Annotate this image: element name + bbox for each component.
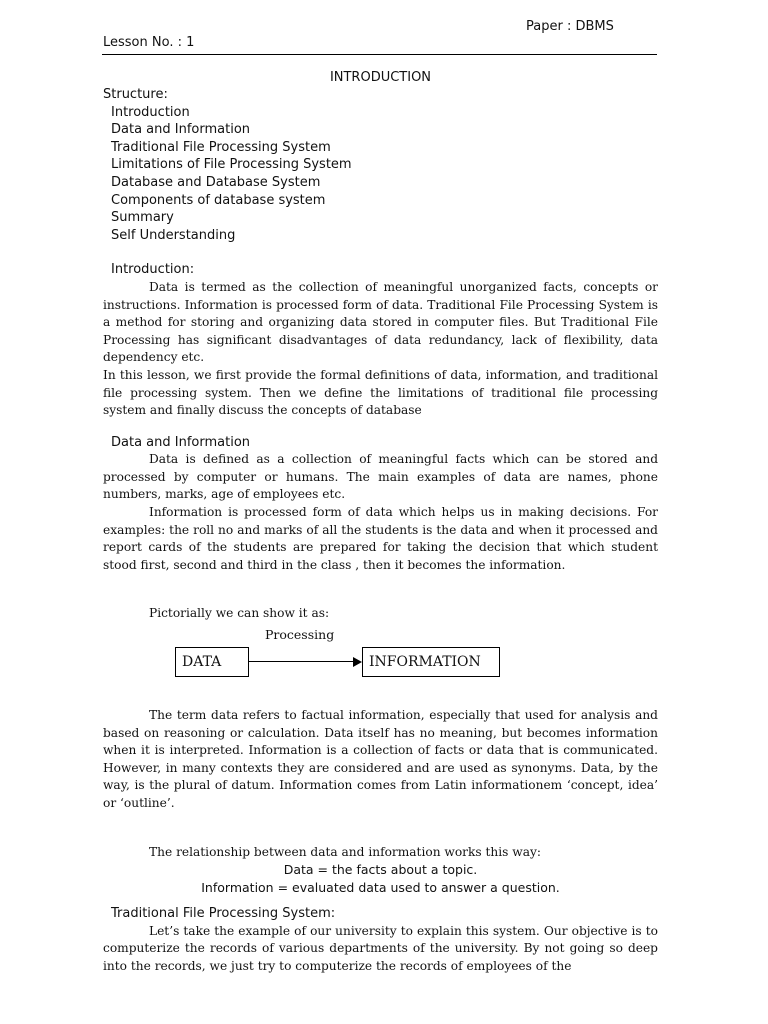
structure-list bbox=[103, 104, 658, 245]
header-divider bbox=[102, 54, 657, 55]
lesson-number: Lesson No. : 1 bbox=[103, 35, 195, 50]
structure-item: Limitations of File Processing System bbox=[111, 157, 352, 173]
data-equation: Data = the facts about a topic. bbox=[283, 862, 478, 878]
arrow-head-icon bbox=[353, 657, 362, 667]
structure-item: Database and Database System bbox=[111, 174, 321, 190]
processing-label: Processing bbox=[265, 627, 335, 643]
paper-label: Paper : DBMS bbox=[526, 19, 614, 34]
pictorial-caption: Pictorially we can show it as: bbox=[149, 606, 330, 621]
processing-arrow bbox=[249, 661, 355, 662]
tfps-paragraph: Let’s take the example of our university to explain this system. Our objective is to computerize the records of various departments of the university. By not going so deep into the records, we just try to computerize the records of employees of the bbox=[103, 923, 658, 973]
page-title: INTRODUCTION bbox=[329, 70, 432, 85]
data-definition-paragraph: Data is defined as a collection of meaningful facts which can be stored and processed by computer or humans. The main examples of data are names, phone numbers, marks, age of employees etc. bbox=[103, 452, 658, 502]
structure-heading: Structure: bbox=[103, 87, 168, 102]
information-equation: Information = evaluated data used to answer a question. bbox=[201, 880, 560, 896]
structure-item: Self Understanding bbox=[111, 227, 236, 243]
structure-item: Introduction bbox=[111, 104, 190, 120]
introduction-paragraph: In this lesson, we first provide the formal definitions of data, information, and traditional file processing system. Then we define the limitations of traditional file processing system and finally discuss the concepts of database bbox=[103, 367, 658, 418]
tfps-heading: Traditional File Processing System: bbox=[111, 906, 336, 922]
structure-item: Summary bbox=[111, 210, 174, 226]
information-definition-paragraph: Information is processed form of data which helps us in making decisions. For examples: the roll no and marks of all the students is the data and when it processed and report cards of the students are prepared for taking the decision that which student stood first, second and third in the class , then it becomes the information. bbox=[103, 505, 658, 572]
structure-item: Components of database system bbox=[111, 192, 326, 208]
relationship-intro: The relationship between data and information works this way: bbox=[149, 844, 541, 859]
introduction-heading: Introduction: bbox=[111, 262, 195, 278]
structure-item: Data and Information bbox=[111, 122, 251, 138]
document-body bbox=[103, 67, 658, 976]
data-term-paragraph: The term data refers to factual information, especially that used for analysis and based on reasoning or calculation. Data itself has no meaning, but becomes information when it is interpreted. Information is a collection of facts or data that is communicated. However, in many contexts they are considered and are used as synonyms. Data, by the way, is the plural of datum. Information comes from Latin informationem ‘concept, idea’ or ‘outline’. bbox=[103, 708, 658, 810]
data-information-heading: Data and Information bbox=[111, 434, 251, 450]
structure-item: Traditional File Processing System bbox=[111, 139, 331, 155]
data-to-information-diagram bbox=[103, 623, 658, 707]
introduction-paragraph: Data is termed as the collection of meaningful unorganized facts, concepts or instructions. Information is processed form of data. Traditional File Processing System is a method for storing and organizing data stored in computer files. But Traditional File Processing has significant disadvantages of data redundancy, lack of flexibility, data dependency etc. bbox=[103, 279, 658, 365]
data-box: DATA bbox=[175, 647, 249, 677]
information-box: INFORMATION bbox=[362, 647, 500, 677]
